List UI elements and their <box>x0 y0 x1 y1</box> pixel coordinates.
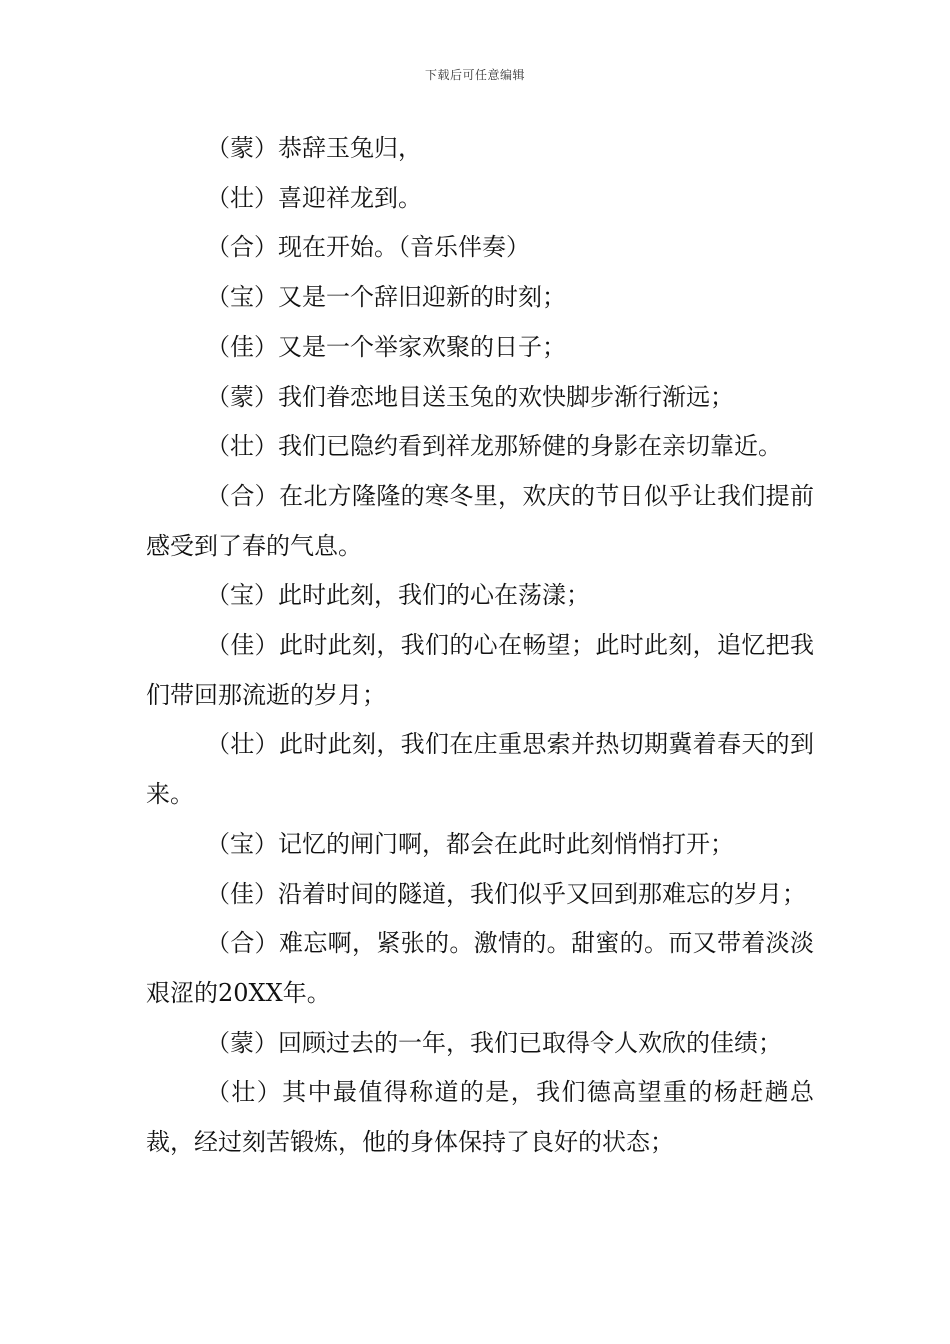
paragraph: （蒙）我们眷恋地目送玉兔的欢快脚步渐行渐远； <box>206 382 734 411</box>
paragraph: （宝）记忆的闸门啊，都会在此时此刻悄悄打开； <box>206 829 734 858</box>
paragraph: （佳）又是一个举家欢聚的日子； <box>206 332 566 361</box>
paragraph: （佳）此时此刻，我们的心在畅望；此时此刻，追忆把我们带回那流逝的岁月； <box>146 631 814 709</box>
paragraph: （壮）其中最值得称道的是，我们德高望重的杨赶趟总裁，经过刻苦锻炼，他的身体保持了良好的状态； <box>146 1078 814 1157</box>
paragraph: （合）难忘啊，紧张的。激情的。甜蜜的。而又带着淡淡艰涩的20XX年。 <box>146 929 814 1007</box>
paragraph: （壮）我们已隐约看到祥龙那矫健的身影在亲切靠近。 <box>206 432 782 461</box>
paragraph: （佳）沿着时间的隧道，我们似乎又回到那难忘的岁月； <box>206 879 806 908</box>
paragraph: （宝）此时此刻，我们的心在荡漾； <box>206 581 590 610</box>
page-header-note: 下载后可任意编辑 <box>424 68 525 82</box>
document-body <box>146 124 814 1168</box>
paragraph: （合）在北方隆隆的寒冬里，欢庆的节日似乎让我们提前感受到了春的气息。 <box>146 481 814 560</box>
paragraph: （蒙）回顾过去的一年，我们已取得令人欢欣的佳绩； <box>206 1028 782 1057</box>
paragraph: （蒙）恭辞玉兔归， <box>206 134 422 162</box>
paragraph: （壮）喜迎祥龙到。 <box>206 183 422 212</box>
paragraph: （宝）又是一个辞旧迎新的时刻； <box>206 283 566 312</box>
paragraph: （壮）此时此刻，我们在庄重思索并热切期冀着春天的到来。 <box>146 730 814 809</box>
paragraph: （合）现在开始。（音乐伴奏） <box>206 233 530 262</box>
